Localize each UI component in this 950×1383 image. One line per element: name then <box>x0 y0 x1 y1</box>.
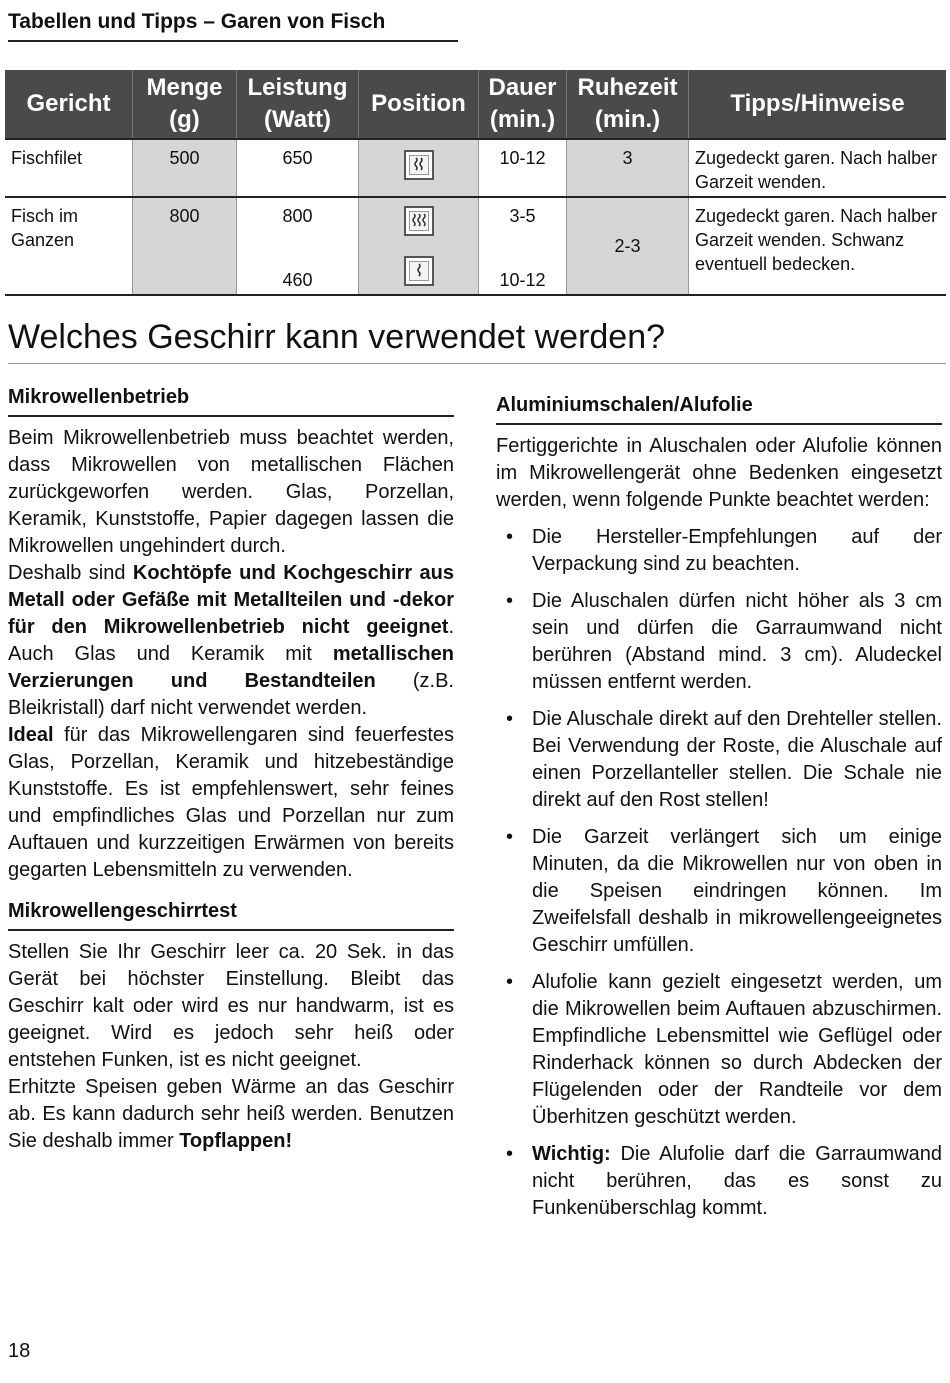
cell-duration: 10-12 <box>479 140 567 196</box>
cell-amount: 800 <box>133 198 237 294</box>
cell-tips: Zugedeckt garen. Nach halber Garzeit wenden. Schwanz eventuell bedecken. <box>695 206 938 274</box>
table-header <box>5 70 946 138</box>
table-row <box>5 138 946 198</box>
cell-rest: 3 <box>567 140 689 196</box>
cell-position <box>359 140 479 196</box>
header-menge: Menge (g) <box>133 70 237 138</box>
fish-cooking-table <box>5 70 946 296</box>
list-item: • Die Hersteller-Empfehlungen auf der Verpackung sind zu beachten. <box>506 526 942 575</box>
section-heading: Welches Geschirr kann verwendet werden? <box>8 318 946 364</box>
paragraph: Beim Mikrowellenbetrieb muss beachtet werden, dass Mikrowellen von metallischen Flächen zurückgeworfen werden. Glas, Porzellan, Keramik, Kunststoffe, Papier dagegen lassen die Mikrowellen ungehindert durch. <box>8 427 454 557</box>
page-title: Tabellen und Tipps – Garen von Fisch <box>8 10 458 42</box>
header-leistung: Leistung (Watt) <box>237 70 359 138</box>
header-tipps: Tipps/Hinweise <box>730 90 905 117</box>
cell-dish: Fischfilet <box>5 140 133 196</box>
level-middle-icon <box>404 150 434 180</box>
level-triple-icon <box>404 206 434 236</box>
list-item: • Die Aluschale direkt auf den Drehteller stellen. Bei Verwendung der Roste, die Aluschale auf einen Porzellanteller stellen. Die Schale nie direkt auf den Rost stellen! <box>506 708 942 811</box>
cell-power: 650 <box>237 140 359 196</box>
cell-power: 800 460 <box>237 198 359 294</box>
list-item: • Alufolie kann gezielt eingesetzt werden, um die Mikrowellen beim Auftauen abzuschirmen. Empfindliche Lebensmittel wie Geflügel oder Rinderhack können so durch Abdecken der Flügelenden oder der Randteile vor dem Überhitzen geschützt werden. <box>506 971 942 1128</box>
left-column <box>8 384 454 1155</box>
heading-mikrowellenbetrieb: Mikrowellenbetrieb <box>8 384 454 417</box>
header-ruhezeit: Ruhezeit (min.) <box>567 70 689 138</box>
paragraph: Ideal für das Mikrowellengaren sind feuerfestes Glas, Porzellan, Keramik und hitzebeständige Kunststoffe. Es ist empfehlenswert, sehr feines und empfindliches Glas und Porzellan nur zum Auftauen und kurzzeitigen Erwärmen von bereits gegarten Lebensmitteln zu verwenden. <box>8 724 454 881</box>
paragraph: Fertiggerichte in Aluschalen oder Alufolie können im Mikrowellengerät ohne Bedenken eingesetzt werden, wenn folgende Punkte beachtet werden: <box>496 435 942 511</box>
cell-duration: 3-5 10-12 <box>479 198 567 294</box>
cell-tips: Zugedeckt garen. Nach halber Garzeit wenden. <box>695 148 938 192</box>
cell-dish: Fisch im Ganzen <box>5 198 133 294</box>
header-position: Position <box>359 70 479 138</box>
page-number: 18 <box>8 1340 31 1362</box>
bullet-list <box>496 524 942 1222</box>
list-item: • Die Garzeit verlängert sich um einige Minuten, da die Mikrowellen nur von oben in die Speisen eindringen können. Im Zweifelsfall deshalb in mikrowellengeeignetes Geschirr umfüllen. <box>506 826 942 956</box>
cell-rest: 2-3 <box>567 198 689 294</box>
list-item: • Die Aluschalen dürfen nicht höher als 3 cm sein und dürfen die Garraumwand nicht berühren (Abstand mind. 3 cm). Aludeckel müssen entfernt werden. <box>506 590 942 693</box>
paragraph: Stellen Sie Ihr Geschirr leer ca. 20 Sek. in das Gerät bei höchster Einstellung. Bleibt das Geschirr kalt oder wird es nur handwarm, ist es geeignet. Wird es jedoch sehr heiß oder entstehen Funken, ist es nicht geeignet. <box>8 941 454 1071</box>
header-dauer: Dauer (min.) <box>479 70 567 138</box>
cell-position <box>359 198 479 294</box>
right-column <box>496 392 942 1232</box>
heading-aluminium: Aluminiumschalen/Alufolie <box>496 392 942 425</box>
paragraph: Deshalb sind Kochtöpfe und Kochgeschirr aus Metall oder Gefäße mit Metallteilen und -dekor für den Mikrowellenbetrieb nicht geeignet. Auch Glas und Keramik mit metallischen Verzierungen und Bestandteilen (z.B. Bleikristall) darf nicht verwendet werden. <box>8 562 454 719</box>
level-single-icon <box>404 256 434 286</box>
list-item: • Wichtig: Die Alufolie darf die Garraumwand nicht berühren, das es sonst zu Funkenüberschlag kommt. <box>506 1143 942 1219</box>
header-gericht: Gericht <box>5 70 133 138</box>
paragraph: Erhitzte Speisen geben Wärme an das Geschirr ab. Es kann dadurch sehr heiß werden. Benutzen Sie deshalb immer Topflappen! <box>8 1076 454 1152</box>
cell-amount: 500 <box>133 140 237 196</box>
heading-geschirrtest: Mikrowellengeschirrtest <box>8 898 454 931</box>
table-row <box>5 198 946 296</box>
